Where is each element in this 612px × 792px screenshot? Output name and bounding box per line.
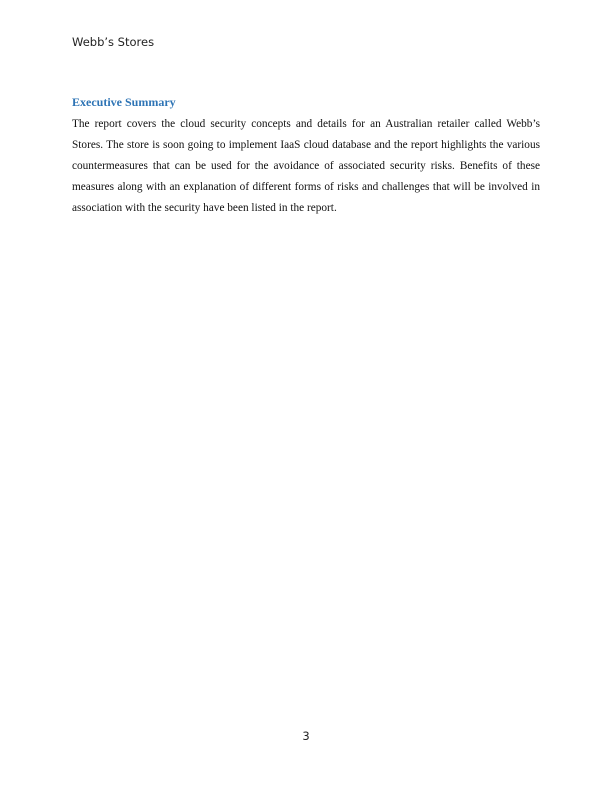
page-number: 3 xyxy=(302,729,310,743)
executive-summary-paragraph: The report covers the cloud security concepts and details for an Australian retailer called Webb’s Stores. The store is soon going to implement IaaS cloud database and the report highlights the various countermeasures that can be used for the avoidance of associated security risks. Benefits of these measures along with an explanation of different forms of risks and challenges that will be involved in association with the security have been listed in the report. xyxy=(72,118,540,214)
section-heading: Executive Summary xyxy=(72,95,176,109)
running-header: Webb’s Stores xyxy=(72,35,155,49)
